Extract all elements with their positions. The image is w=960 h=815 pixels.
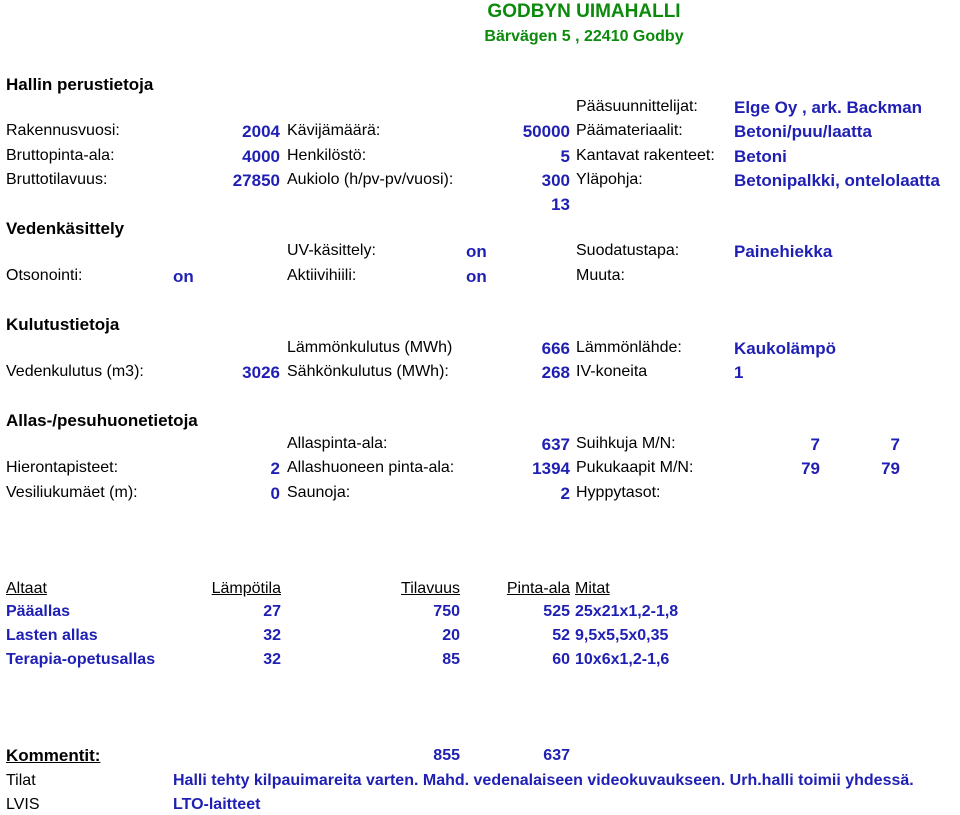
uv-value: on bbox=[466, 242, 487, 261]
kavijamaara-label: Kävijämäärä: bbox=[287, 122, 381, 139]
suihkuja-m-value: 7 bbox=[810, 435, 820, 454]
total-volume: 855 bbox=[433, 747, 460, 764]
saunoja-label: Saunoja: bbox=[287, 484, 351, 501]
suihkuja-label: Suihkuja M/N: bbox=[576, 435, 676, 452]
aktiivihiili-label: Aktiivihiili: bbox=[287, 267, 357, 284]
bruttopinta-label: Bruttopinta-ala: bbox=[6, 147, 115, 164]
kantavat-label: Kantavat rakenteet: bbox=[576, 147, 715, 164]
otsonointi-label: Otsonointi: bbox=[6, 267, 83, 284]
table-header-lampotila: Lämpötila bbox=[211, 580, 281, 597]
otsonointi-value: on bbox=[173, 267, 194, 286]
tilat-comment: Halli tehty kilpauimareita varten. Mahd. vedenalaiseen videokuvaukseen. Urh.halli toimii yhdessä. bbox=[173, 772, 914, 789]
tilat-label: Tilat bbox=[6, 772, 36, 789]
aukiolo-label: Aukiolo (h/pv-pv/vuosi): bbox=[287, 171, 454, 188]
pool-temperature: 32 bbox=[263, 651, 281, 668]
suihkuja-n-value: 7 bbox=[890, 435, 900, 454]
lvis-label: LVIS bbox=[6, 796, 40, 813]
pool-volume: 20 bbox=[442, 627, 460, 644]
pukukaapit-n-value: 79 bbox=[881, 459, 900, 478]
henkilosto-value: 5 bbox=[560, 147, 570, 166]
pool-temperature: 32 bbox=[263, 627, 281, 644]
paamateriaalit-value: Betoni/puu/laatta bbox=[734, 122, 872, 141]
hieronta-value: 2 bbox=[270, 459, 280, 478]
pool-name: Lasten allas bbox=[6, 627, 98, 644]
liukumaet-label: Vesiliukumäet (m): bbox=[6, 484, 138, 501]
pukukaapit-label: Pukukaapit M/N: bbox=[576, 459, 694, 476]
section-pool-title: Allas-/pesuhuonetietoja bbox=[6, 411, 198, 430]
section-consumption-title: Kulutustietoja bbox=[6, 315, 120, 334]
aukiolo-extra-value: 13 bbox=[551, 195, 570, 214]
table-header-pinta-ala: Pinta-ala bbox=[506, 580, 570, 597]
allashuone-value: 1394 bbox=[532, 459, 570, 478]
paasuunnittelijat-value: Elge Oy , ark. Backman bbox=[734, 98, 923, 117]
iv-value: 1 bbox=[734, 363, 744, 382]
page-title: GODBYN UIMAHALLI bbox=[487, 1, 681, 22]
table-header-altaat: Altaat bbox=[6, 580, 47, 597]
bruttotilavuus-label: Bruttotilavuus: bbox=[6, 171, 108, 188]
paasuunnittelijat-label: Pääsuunnittelijat: bbox=[576, 98, 698, 115]
allaspinta-label: Allaspinta-ala: bbox=[287, 435, 388, 452]
pukukaapit-m-value: 79 bbox=[801, 459, 820, 478]
rakennusvuosi-label: Rakennusvuosi: bbox=[6, 122, 120, 139]
hieronta-label: Hierontapisteet: bbox=[6, 459, 119, 476]
pool-name: Pääallas bbox=[6, 603, 71, 620]
address: Bärvägen 5 , 22410 Godby bbox=[484, 28, 684, 45]
pool-temperature: 27 bbox=[263, 603, 281, 620]
lvis-comment: LTO-laitteet bbox=[173, 796, 261, 813]
liukumaet-value: 0 bbox=[270, 484, 280, 503]
pool-name: Terapia-opetusallas bbox=[6, 651, 156, 668]
allashuone-label: Allashuoneen pinta-ala: bbox=[287, 459, 455, 476]
pool-volume: 750 bbox=[433, 603, 460, 620]
lampo-label: Lämmönkulutus (MWh) bbox=[287, 339, 453, 356]
pool-dimensions: 9,5x5,5x0,35 bbox=[575, 627, 669, 644]
lammonlahde-label: Lämmönlähde: bbox=[576, 339, 682, 356]
aukiolo-value: 300 bbox=[541, 171, 570, 190]
aktiivihiili-value: on bbox=[466, 267, 487, 286]
paamateriaalit-label: Päämateriaalit: bbox=[576, 122, 683, 139]
iv-label: IV-koneita bbox=[576, 363, 648, 380]
vesi-label: Vedenkulutus (m3): bbox=[6, 363, 144, 380]
lammonlahde-value: Kaukolämpö bbox=[734, 339, 837, 358]
section-basic-title: Hallin perustietoja bbox=[6, 75, 154, 94]
kantavat-value: Betoni bbox=[734, 147, 787, 166]
vesi-value: 3026 bbox=[242, 363, 280, 382]
suodatus-value: Painehiekka bbox=[734, 242, 833, 261]
henkilosto-label: Henkilöstö: bbox=[287, 147, 367, 164]
sahko-value: 268 bbox=[541, 363, 570, 382]
ylapohja-label: Yläpohja: bbox=[576, 171, 643, 188]
pool-dimensions: 25x21x1,2-1,8 bbox=[575, 603, 679, 620]
pool-area: 525 bbox=[543, 603, 570, 620]
comments-label: Kommentit: bbox=[6, 746, 101, 765]
sahko-label: Sähkönkulutus (MWh): bbox=[287, 363, 449, 380]
muuta-label: Muuta: bbox=[576, 267, 625, 284]
pool-area: 52 bbox=[552, 627, 570, 644]
allaspinta-value: 637 bbox=[541, 435, 570, 454]
pool-area: 60 bbox=[552, 651, 570, 668]
section-water-title: Vedenkäsittely bbox=[6, 219, 125, 238]
pool-volume: 85 bbox=[442, 651, 460, 668]
total-area: 637 bbox=[543, 747, 570, 764]
bruttotilavuus-value: 27850 bbox=[232, 171, 280, 190]
suodatus-label: Suodatustapa: bbox=[576, 242, 680, 259]
hyppytasot-label: Hyppytasot: bbox=[576, 484, 661, 501]
ylapohja-value: Betonipalkki, ontelolaatta bbox=[734, 171, 940, 190]
rakennusvuosi-value: 2004 bbox=[242, 122, 280, 141]
uv-label: UV-käsittely: bbox=[287, 242, 376, 259]
kavijamaara-value: 50000 bbox=[522, 122, 570, 141]
table-header-tilavuus: Tilavuus bbox=[401, 580, 460, 597]
lampo-value: 666 bbox=[541, 339, 570, 358]
saunoja-value: 2 bbox=[560, 484, 570, 503]
bruttopinta-value: 4000 bbox=[242, 147, 280, 166]
table-header-mitat: Mitat bbox=[575, 580, 610, 597]
pool-dimensions: 10x6x1,2-1,6 bbox=[575, 651, 670, 668]
